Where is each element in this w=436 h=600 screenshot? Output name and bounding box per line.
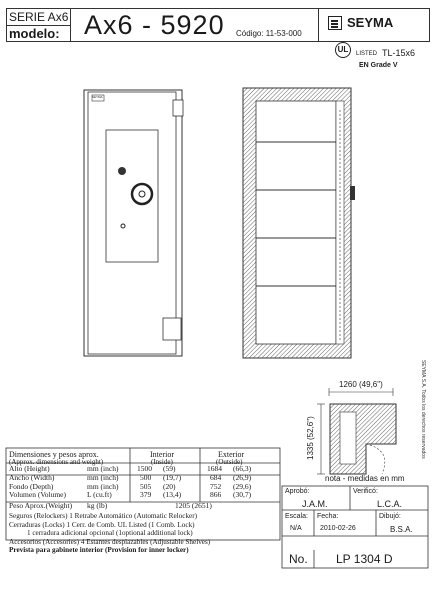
model-label: modelo: bbox=[9, 26, 60, 41]
combination-dial-icon bbox=[118, 167, 126, 175]
col-interior-sub: (Inside) bbox=[151, 458, 173, 466]
section-view bbox=[243, 88, 355, 358]
spec-row-int-in: (20) bbox=[163, 481, 176, 491]
spec-row-ext-in: (30,7) bbox=[233, 490, 252, 500]
spec-row-ext-in: (66,3) bbox=[233, 464, 252, 473]
handle-hub-icon bbox=[139, 191, 145, 197]
rating-text: TL-15x6 bbox=[382, 48, 416, 58]
scale-label: Escala: bbox=[285, 513, 308, 520]
spec-row-ext-in: (26,9) bbox=[233, 472, 252, 482]
spec-row-label: Volumen (Volume) bbox=[9, 490, 67, 500]
model-name: Ax6 - 5920 bbox=[84, 10, 225, 40]
ul-listed-text: LISTED bbox=[356, 51, 378, 57]
scale-value: N/A bbox=[290, 525, 302, 532]
front-door bbox=[88, 92, 176, 354]
model-code: Código: 11-53-000 bbox=[236, 29, 302, 38]
spec-subtitle: (Approx. dimensions and weight) bbox=[9, 458, 104, 466]
spec-row-unit: mm (inch) bbox=[87, 464, 119, 473]
col-interior: Interior bbox=[150, 450, 174, 459]
front-badge-text: SEYMA bbox=[92, 95, 103, 99]
series-label: SERIE Ax6 bbox=[9, 10, 69, 24]
spec-row-int: 379 bbox=[140, 490, 152, 500]
weight-value: 1205 (2651) bbox=[175, 501, 212, 511]
verified-value: L.C.A. bbox=[377, 499, 403, 509]
plan-view bbox=[317, 388, 396, 474]
measurement-note: nota - medidas en mm bbox=[325, 474, 405, 483]
brand-name: SEYMA bbox=[347, 15, 394, 30]
approved-value: J.A.M. bbox=[302, 499, 328, 509]
spec-note-line: Accesorios (Accesories) 4 Estantes desplazables (Adjustable Shelves) bbox=[9, 537, 211, 546]
spec-row-int-in: (59) bbox=[163, 464, 176, 473]
width-dimension: 1260 (49,6") bbox=[339, 380, 383, 389]
door-swing-arc bbox=[366, 444, 385, 474]
spec-row-ext: 752 bbox=[210, 481, 222, 491]
date-value: 2010-02-26 bbox=[320, 525, 356, 532]
spec-row-ext-in: (29,6) bbox=[233, 481, 252, 491]
spec-note-line: Cerraduras (Locks) 1 Cerr. de Comb. UL Listed (1 Comb. Lock) bbox=[9, 520, 195, 529]
spec-notes bbox=[9, 512, 281, 555]
spec-row-label: Fondo (Depth) bbox=[9, 481, 54, 491]
weight-row bbox=[9, 502, 279, 511]
spec-row-ext: 1684 bbox=[207, 464, 222, 473]
handle-ring-icon bbox=[132, 184, 152, 204]
spec-note-line: 1 cerradura adicional opcional (1optional additional lock) bbox=[9, 529, 193, 538]
spec-row-unit: L (cu.ft) bbox=[87, 490, 112, 500]
front-view bbox=[84, 90, 183, 356]
section-cavity bbox=[256, 101, 336, 344]
depth-dimension: 1335 (52,6") bbox=[306, 416, 315, 460]
front-hinge-top bbox=[173, 100, 183, 116]
spec-row-ext: 684 bbox=[210, 472, 222, 482]
spec-row-unit: mm (inch) bbox=[87, 481, 119, 491]
spec-row-label: Alto (Height) bbox=[9, 464, 50, 473]
spec-note-line: Prevista para gabinete interior (Provision for inner locker) bbox=[9, 546, 189, 555]
date-label: Fecha: bbox=[317, 513, 339, 520]
weight-unit: kg (lb) bbox=[87, 501, 108, 511]
spec-row-int-in: (19,7) bbox=[163, 472, 182, 482]
spec-row-int: 500 bbox=[140, 472, 152, 482]
spec-note-line: Seguros (Relockers) 1 Retrabe Automático (Automatic Relocker) bbox=[9, 512, 198, 520]
ul-mark: UL bbox=[337, 45, 349, 54]
verified-label: Verificó: bbox=[353, 488, 378, 495]
approved-label: Aprobó: bbox=[285, 488, 310, 495]
spec-row-unit: mm (inch) bbox=[87, 472, 119, 482]
drawn-label: Dibujó: bbox=[379, 513, 401, 520]
drawing-number-label: No. bbox=[289, 552, 308, 566]
keyhole-icon bbox=[121, 224, 125, 228]
grade-text: EN Grade V bbox=[359, 62, 398, 69]
drawing-number-value: LP 1304 D bbox=[336, 552, 393, 566]
spec-row-int: 1500 bbox=[137, 464, 152, 473]
spec-row-ext: 866 bbox=[210, 490, 222, 500]
spec-row bbox=[9, 491, 279, 500]
weight-label: Peso Aprox.(Weight) bbox=[9, 501, 73, 511]
spec-row-int-in: (13,4) bbox=[163, 490, 182, 500]
spec-rows bbox=[9, 465, 279, 511]
spec-row-label: Ancho (Width) bbox=[9, 472, 55, 482]
col-exterior: Exterior bbox=[218, 450, 245, 459]
col-exterior-sub: (Outside) bbox=[216, 458, 243, 466]
side-copyright: SEYMA S.A. Todos los derechos reservados bbox=[420, 360, 426, 459]
front-hinge-bottom bbox=[163, 318, 181, 340]
spec-row-int: 505 bbox=[140, 481, 152, 491]
section-handle bbox=[350, 186, 355, 200]
spec-title: Dimensiones y pesos aprox. bbox=[9, 450, 99, 459]
drawn-value: B.S.A. bbox=[390, 525, 413, 534]
